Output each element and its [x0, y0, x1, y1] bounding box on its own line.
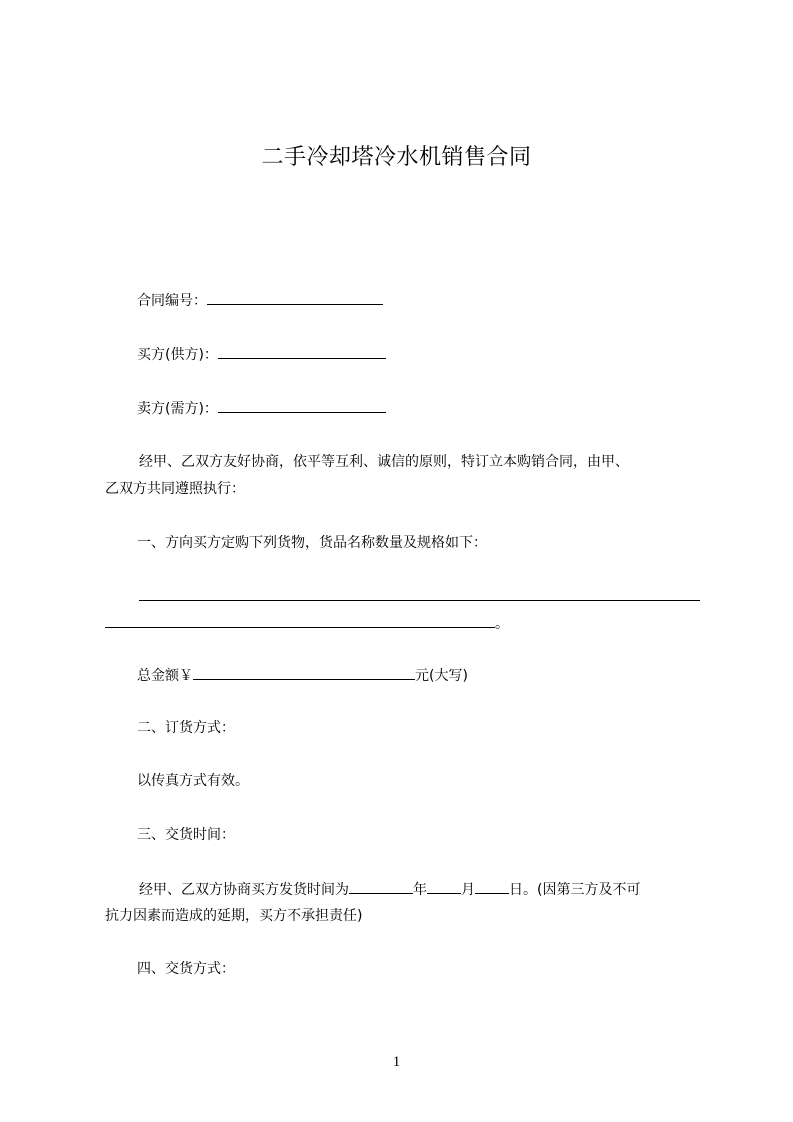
total-amount-suffix: 元(大写): [415, 668, 468, 684]
delivery-time-line-1: [139, 879, 640, 900]
day-text: 日。(因第三方及不可: [509, 882, 641, 898]
buyer-line: [137, 344, 386, 365]
day-blank: [475, 879, 509, 894]
section-1-heading: 一、方向买方定购下列货物，货品名称数量及规格如下：: [137, 535, 487, 551]
intro-paragraph-line-1: 经甲、乙双方友好协商，依平等互利、诚信的原则，特订立本购销合同，由甲、: [139, 454, 629, 470]
section-2-text: 以传真方式有效。: [137, 773, 249, 789]
total-amount-line: [137, 665, 468, 686]
seller-line: [137, 398, 386, 419]
delivery-prefix: 经甲、乙双方协商买方发货时间为: [139, 882, 349, 898]
buyer-label: 买方(供方)：: [137, 347, 218, 363]
year-blank: [349, 879, 413, 894]
buyer-blank: [218, 344, 386, 359]
delivery-time-line-2: 抗力因素而造成的延期，买方不承担责任): [105, 908, 363, 924]
total-amount-blank: [193, 665, 415, 680]
page-number: 1: [392, 1054, 401, 1070]
section-2-heading: 二、订货方式：: [137, 720, 235, 736]
contract-number-blank: [207, 290, 383, 305]
goods-end-mark: 。: [495, 616, 509, 632]
seller-blank: [218, 398, 386, 413]
year-label: 年: [413, 882, 427, 898]
goods-blank-line-1: [139, 586, 700, 607]
document-title: 二手冷却塔冷水机销售合同: [261, 145, 532, 170]
goods-blank-1: [139, 586, 700, 601]
month-blank: [427, 879, 461, 894]
total-amount-label: 总金额￥: [137, 668, 193, 684]
goods-blank-2: [105, 613, 495, 628]
intro-paragraph-line-2: 乙双方共同遵照执行：: [105, 481, 245, 497]
month-label: 月: [461, 882, 475, 898]
seller-label: 卖方(需方)：: [137, 401, 218, 417]
contract-number-line: [137, 290, 383, 311]
section-3-heading: 三、交货时间：: [137, 827, 235, 843]
contract-number-label: 合同编号：: [137, 293, 207, 309]
section-4-heading: 四、交货方式：: [137, 961, 235, 977]
goods-blank-line-2: [105, 613, 509, 634]
